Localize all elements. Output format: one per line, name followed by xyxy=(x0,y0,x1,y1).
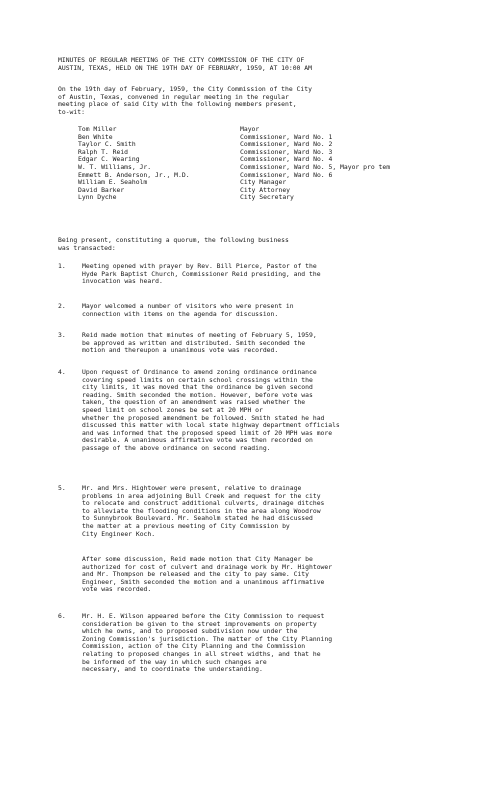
roster-row xyxy=(78,194,438,202)
item-number: 2. xyxy=(58,302,66,310)
member-name: William E. Seaholm xyxy=(78,178,148,187)
item-line: motion and thereupon a unanimous vote was recorded. xyxy=(82,346,279,355)
item-line: City Engineer Koch. xyxy=(82,529,156,538)
member-title: City Secretary xyxy=(240,193,294,202)
item-line: to alleviate the flooding conditions in the area along Woodrow xyxy=(82,506,321,515)
followup-line: After some discussion, Reid made motion that City Manager be xyxy=(82,555,313,563)
item-line: Mr. and Mrs. Hightower were present, relative to drainage xyxy=(82,484,302,492)
followup-line: vote was recorded. xyxy=(82,585,152,594)
member-name: Lynn Dyche xyxy=(78,193,117,202)
member-title: Mayor xyxy=(240,125,260,133)
intro-line: to-wit: xyxy=(58,107,85,116)
quorum-statement xyxy=(58,237,448,252)
quorum-line: Being present, constituting a quorum, the following business xyxy=(58,236,289,244)
item-line: connection with items on the agenda for discussion. xyxy=(82,309,279,318)
member-title: Commissioner, Ward No. 1 xyxy=(240,132,333,141)
agenda-item-6 xyxy=(58,613,458,674)
agenda-item-3 xyxy=(58,332,458,355)
heading-line: MINUTES OF REGULAR MEETING OF THE CITY COMMISSION OF THE CITY OF xyxy=(58,56,305,64)
intro-line: meeting place of said City with the following members present, xyxy=(58,100,297,109)
item-line: discussed this matter with local state highway department officials xyxy=(82,421,340,430)
item-line: the matter at a previous meeting of City Commission by xyxy=(82,521,290,530)
member-name: Ben White xyxy=(78,132,113,141)
item-line: Mayor welcomed a number of visitors who were present in xyxy=(82,302,294,310)
item-line: Upon request of Ordinance to amend zoning ordinance ordinance xyxy=(82,368,317,376)
member-title: Commissioner, Ward No. 6 xyxy=(240,170,333,179)
agenda-item-5-followup xyxy=(82,556,462,594)
item-line: Mr. H. E. Wilson appeared before the City Commission to request xyxy=(82,612,325,620)
member-title: Commissioner, Ward No. 5, Mayor pro tem xyxy=(240,162,391,171)
item-line: to Sunnybrook Boulevard. Mr. Seaholm stated he had discussed xyxy=(82,514,313,523)
agenda-item-2 xyxy=(58,303,458,318)
item-line: to relocate and construct additional culverts, drainage ditches xyxy=(82,499,325,508)
item-number: 5. xyxy=(58,484,66,492)
member-name: Taylor C. Smith xyxy=(78,140,136,149)
item-line: passage of the above ordinance on second reading. xyxy=(82,443,271,452)
member-title: Commissioner, Ward No. 4 xyxy=(240,155,333,164)
member-name: Edgar C. Wearing xyxy=(78,155,140,164)
item-line: desirable. A unanimous affirmative vote was then recorded on xyxy=(82,436,313,445)
member-name: W. T. Williams, Jr. xyxy=(78,162,152,171)
item-line: Reid made motion that minutes of meeting of February 5, 1959, xyxy=(82,331,317,339)
member-title: Commissioner, Ward No. 3 xyxy=(240,147,333,156)
intro-line: of Austin, Texas, convened in regular meeting in the regular xyxy=(58,92,289,101)
item-number: 1. xyxy=(58,262,66,270)
member-name: David Barker xyxy=(78,185,125,194)
member-name: Tom Miller xyxy=(78,125,117,133)
agenda-item-4 xyxy=(58,369,458,453)
quorum-line: was transacted: xyxy=(58,243,116,252)
member-title: City Manager xyxy=(240,178,287,187)
member-name: Ralph T. Reid xyxy=(78,147,129,156)
intro-paragraph xyxy=(58,86,438,116)
item-number: 3. xyxy=(58,331,66,339)
item-line: Meeting opened with prayer by Rev. Bill Pierce, Pastor of the xyxy=(82,262,317,270)
item-line: whether the proposed amendment be followed. Smith stated he had xyxy=(82,413,325,422)
member-title: Commissioner, Ward No. 2 xyxy=(240,140,333,149)
member-title: City Attorney xyxy=(240,185,291,194)
item-line: Commission, action of the City Planning and the Commission xyxy=(82,642,306,651)
item-line: relating to proposed changes in all street widths, and that he xyxy=(82,649,321,658)
item-line: and was informed that the proposed speed limit of 20 MPH was more xyxy=(82,428,333,437)
minutes-heading xyxy=(58,57,408,72)
item-line: which he owns, and to proposed subdivision now under the xyxy=(82,627,298,636)
attendance-roster xyxy=(78,126,438,202)
item-line: necessary, and to coordinate the understanding. xyxy=(82,665,263,674)
item-line: consideration be given to the street improvements on property xyxy=(82,619,317,628)
item-line: invocation was heard. xyxy=(82,277,163,286)
agenda-item-5 xyxy=(58,485,458,538)
item-number: 6. xyxy=(58,612,66,620)
item-line: speed limit on school zones be set at 20 MPH or xyxy=(82,405,263,414)
item-line: reading. Smith seconded the motion. However, before vote was xyxy=(82,390,313,399)
item-number: 4. xyxy=(58,368,66,376)
intro-line: On the 19th day of February, 1959, the City Commission of the City xyxy=(58,85,312,93)
item-line: city limits, it was moved that the ordinance be given second xyxy=(82,383,313,392)
heading-line: AUSTIN, TEXAS, HELD ON THE 19TH DAY OF FEBRUARY, 1959, AT 10:00 AM xyxy=(58,63,312,72)
item-line: be approved as written and distributed. Smith seconded the xyxy=(82,338,306,347)
item-line: taken, the question of an amendment was raised whether the xyxy=(82,398,306,407)
followup-line: authorized for cost of culvert and drainage work by Mr. Hightower xyxy=(82,562,333,571)
item-line: problems in area adjoining Bull Creek and request for the city xyxy=(82,491,321,500)
agenda-item-1 xyxy=(58,263,458,286)
item-line: be informed of the way in which such changes are xyxy=(82,657,267,666)
member-name: Emmett B. Anderson, Jr., M.D. xyxy=(78,170,190,179)
item-line: covering speed limits on certain school crossings within the xyxy=(82,375,313,384)
followup-line: Engineer, Smith seconded the motion and a unanimous affirmative xyxy=(82,577,325,586)
item-line: Zoning Commission's jurisdiction. The matter of the City Planning xyxy=(82,634,333,643)
item-line: Hyde Park Baptist Church, Commissioner Reid presiding, and the xyxy=(82,269,321,278)
followup-line: and Mr. Thompson be released and the city to pay same. City xyxy=(82,570,310,579)
